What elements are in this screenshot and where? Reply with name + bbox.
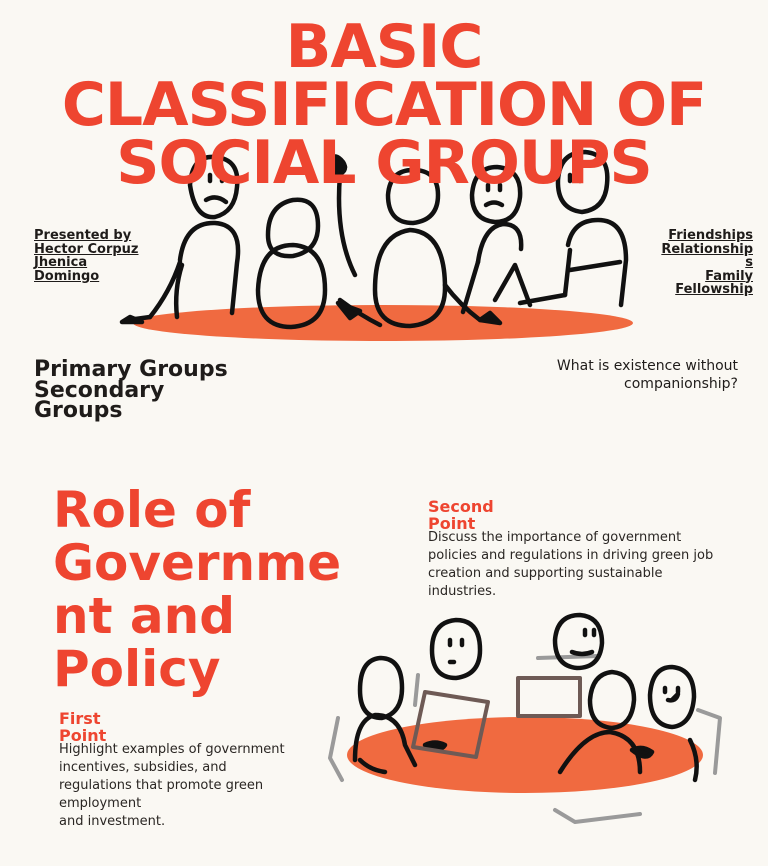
- heading-line: Role of: [53, 481, 251, 539]
- second-point-body-line: policies and regulations in driving green job: [428, 548, 714, 563]
- presenter-label: Presented by: [34, 228, 132, 243]
- group-type-line: Groups: [34, 398, 123, 423]
- second-point-body-line: Discuss the importance of government: [428, 530, 682, 545]
- topic-item: Relationship: [661, 241, 753, 257]
- first-point-body-line: incentives, subsidies, and: [59, 760, 227, 775]
- companionship-quote: What is existence without companionship?: [556, 358, 738, 392]
- second-point-title-line: Point: [428, 514, 476, 533]
- title-line-1: BASIC: [285, 12, 483, 82]
- heading-line: nt and: [53, 587, 236, 645]
- presenter-name-2: Jhenica: [34, 255, 88, 270]
- first-point-body-line: Highlight examples of government: [59, 742, 285, 757]
- second-point-body-line: creation and supporting sustainable: [428, 566, 663, 581]
- heading-line: Policy: [53, 640, 221, 698]
- presenter-name-1: Hector Corpuz: [34, 241, 139, 257]
- title-line-3: SOCIAL GROUPS: [116, 128, 652, 198]
- topic-item: Family: [705, 268, 753, 284]
- topic-item: Fellowship: [675, 282, 753, 297]
- second-point-title-line: Second: [428, 497, 494, 516]
- group-type-line: Primary Groups: [34, 357, 228, 382]
- topic-item: Friendships: [668, 228, 753, 243]
- first-point-body-line: and investment.: [59, 814, 166, 829]
- first-point-title-line: Point: [59, 726, 107, 745]
- second-point-body-line: industries.: [428, 584, 497, 599]
- heading-line: Governme: [53, 534, 342, 592]
- first-point-title-line: First: [59, 709, 101, 728]
- topic-item: s: [745, 255, 753, 270]
- group-type-line: Secondary: [34, 377, 165, 403]
- first-point-body-line: regulations that promote green: [59, 778, 264, 793]
- presenter-name-3: Domingo: [34, 268, 100, 284]
- first-point-body-line: employment: [59, 796, 142, 811]
- title-line-2: CLASSIFICATION OF: [61, 70, 707, 140]
